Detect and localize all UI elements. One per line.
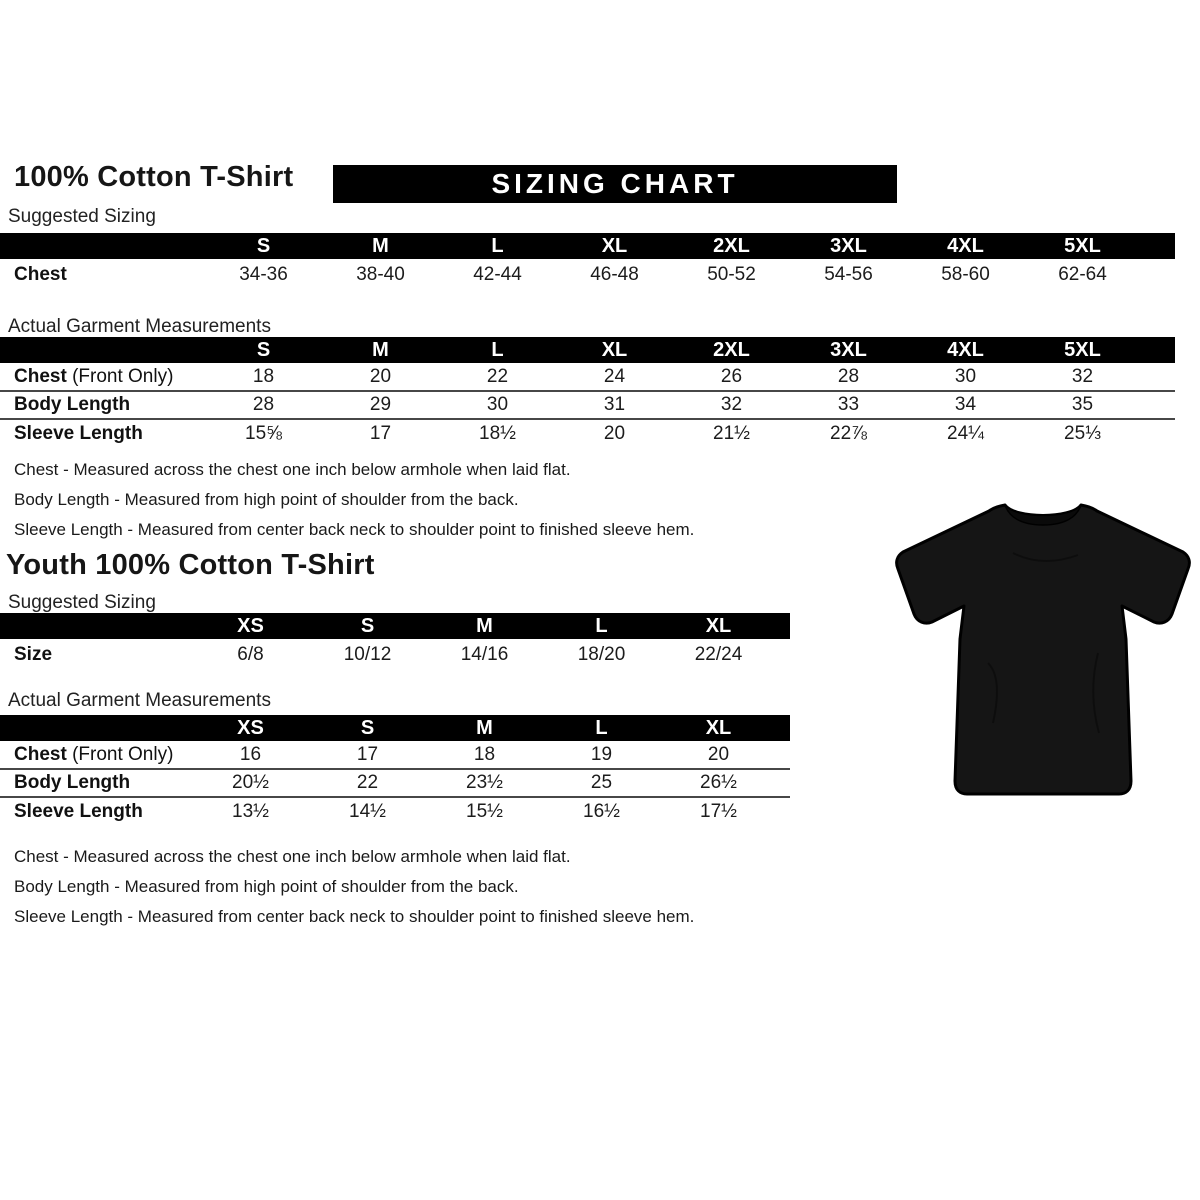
column-header: 5XL: [1024, 337, 1141, 363]
row-label: Chest: [14, 264, 67, 285]
cell-value: 17½: [660, 797, 777, 825]
cell-value: 22⅞: [790, 419, 907, 447]
column-header: M: [426, 715, 543, 741]
cell-value: 20½: [192, 769, 309, 797]
column-header: M: [426, 613, 543, 639]
cell-value: 38-40: [356, 264, 405, 285]
cell-value: 30: [954, 365, 977, 387]
table-row: [0, 769, 790, 797]
cell-value: 31: [556, 391, 673, 419]
note-line: Sleeve Length - Measured from center back neck to shoulder point to finished sleeve hem.: [14, 520, 695, 539]
row-label: Chest (Front Only): [14, 743, 174, 765]
cell-value: 62-64: [1058, 264, 1107, 285]
column-header: 2XL: [673, 337, 790, 363]
column-header: S: [309, 613, 426, 639]
note-line: Sleeve Length - Measured from center back neck to shoulder point to finished sleeve hem.: [14, 907, 695, 926]
cell-value: 33: [790, 391, 907, 419]
cell-value: 20: [707, 743, 730, 765]
cell-value: 32: [673, 391, 790, 419]
cell-value: 34: [907, 391, 1024, 419]
cell-value: 22: [486, 365, 509, 387]
youth-measurement-notes: [14, 842, 694, 932]
row-label: Body Length: [0, 391, 205, 419]
column-header: S: [205, 337, 322, 363]
header-row: [0, 337, 1175, 363]
youth-section-title: Youth 100% Cotton T-Shirt: [6, 549, 375, 581]
row-label: Chest (Front Only): [14, 365, 174, 387]
cell-value: 20: [556, 419, 673, 447]
sizing-chart-banner-text: SIZING CHART: [491, 168, 739, 199]
cell-value: 28: [205, 391, 322, 419]
column-header: 3XL: [790, 337, 907, 363]
cell-value: 24: [603, 365, 626, 387]
youth-suggested-sizing-table: [0, 613, 790, 671]
column-header: 3XL: [790, 233, 907, 259]
header-row: [0, 715, 790, 741]
column-header: 5XL: [1024, 233, 1141, 259]
table-row: [0, 391, 1175, 419]
cell-value: 13½: [192, 797, 309, 825]
cell-value: 20: [369, 365, 392, 387]
cell-value: 25⅓: [1024, 419, 1141, 447]
cell-value: 15⅝: [205, 419, 322, 447]
column-header: XL: [660, 613, 777, 639]
column-header: 4XL: [907, 233, 1024, 259]
note-line: Body Length - Measured from high point of shoulder from the back.: [14, 877, 519, 896]
column-header: M: [322, 337, 439, 363]
column-header: L: [543, 715, 660, 741]
cell-value: 16: [239, 743, 262, 765]
cell-value: 22: [309, 769, 426, 797]
row-label-header: [0, 613, 192, 639]
cell-value: 23½: [426, 769, 543, 797]
column-header: L: [543, 613, 660, 639]
cell-value: 46-48: [590, 264, 639, 285]
row-label: Sleeve Length: [0, 797, 192, 825]
cell-value: 21½: [673, 419, 790, 447]
cell-value: 19: [590, 743, 613, 765]
youth-suggested-sizing-label: Suggested Sizing: [8, 592, 156, 613]
cell-value: 42-44: [473, 264, 522, 285]
header-row: [0, 613, 790, 639]
table-row: [0, 419, 1175, 447]
cell-value: 15½: [426, 797, 543, 825]
row-label-header: [0, 233, 205, 259]
sizing-chart-banner: [333, 165, 897, 203]
header-spacer: [777, 613, 790, 639]
column-header: XS: [192, 715, 309, 741]
cell-value: 18: [252, 365, 275, 387]
column-header: XL: [660, 715, 777, 741]
table-row: [0, 741, 790, 769]
adult-suggested-sizing-label: Suggested Sizing: [8, 206, 156, 227]
cell-value: 24¼: [907, 419, 1024, 447]
column-header: XS: [192, 613, 309, 639]
cell-value: 30: [439, 391, 556, 419]
black-tshirt-image: [893, 493, 1193, 805]
header-spacer: [1141, 233, 1175, 259]
cell-value: 25: [543, 769, 660, 797]
column-header: L: [439, 233, 556, 259]
column-header: M: [322, 233, 439, 259]
column-header: L: [439, 337, 556, 363]
note-line: Chest - Measured across the chest one inch below armhole when laid flat.: [14, 847, 571, 866]
header-row: [0, 233, 1175, 259]
cell-value: 29: [322, 391, 439, 419]
column-header: 4XL: [907, 337, 1024, 363]
cell-value: 35: [1024, 391, 1141, 419]
column-header: XL: [556, 337, 673, 363]
cell-value: 16½: [543, 797, 660, 825]
adult-measurement-notes: [14, 455, 694, 545]
cell-value: 26: [720, 365, 743, 387]
table-row: [0, 363, 1175, 391]
adult-section-title: 100% Cotton T-Shirt: [14, 161, 294, 193]
youth-garment-measurements-table: [0, 715, 790, 825]
note-line: Chest - Measured across the chest one inch below armhole when laid flat.: [14, 460, 571, 479]
header-spacer: [777, 715, 790, 741]
cell-value: 6/8: [237, 644, 264, 665]
column-header: XL: [556, 233, 673, 259]
cell-value: 54-56: [824, 264, 873, 285]
cell-value: 17: [322, 419, 439, 447]
adult-garment-measurements-label: Actual Garment Measurements: [8, 316, 271, 337]
column-header: S: [205, 233, 322, 259]
table-row: [0, 259, 1175, 291]
cell-value: 34-36: [239, 264, 288, 285]
youth-garment-measurements-label: Actual Garment Measurements: [8, 690, 271, 711]
cell-value: 32: [1071, 365, 1094, 387]
table-row: [0, 639, 790, 671]
cell-value: 14/16: [460, 644, 509, 665]
cell-value: 17: [356, 743, 379, 765]
cell-value: 28: [837, 365, 860, 387]
cell-value: 14½: [309, 797, 426, 825]
adult-suggested-sizing-table: [0, 233, 1175, 291]
cell-value: 18½: [439, 419, 556, 447]
note-line: Body Length - Measured from high point of shoulder from the back.: [14, 490, 519, 509]
cell-value: 26½: [660, 769, 777, 797]
table-row: [0, 797, 790, 825]
tshirt-body: [897, 505, 1190, 794]
cell-value: 10/12: [343, 644, 392, 665]
row-label-header: [0, 337, 205, 363]
cell-value: 18/20: [577, 644, 626, 665]
cell-value: 22/24: [694, 644, 743, 665]
cell-value: 58-60: [941, 264, 990, 285]
row-label: Size: [14, 644, 53, 665]
row-label: Sleeve Length: [0, 419, 205, 447]
adult-garment-measurements-table: [0, 337, 1175, 447]
row-label-header: [0, 715, 192, 741]
cell-value: 50-52: [707, 264, 756, 285]
column-header: 2XL: [673, 233, 790, 259]
column-header: S: [309, 715, 426, 741]
cell-value: 18: [473, 743, 496, 765]
row-label: Body Length: [0, 769, 192, 797]
header-spacer: [1141, 337, 1175, 363]
